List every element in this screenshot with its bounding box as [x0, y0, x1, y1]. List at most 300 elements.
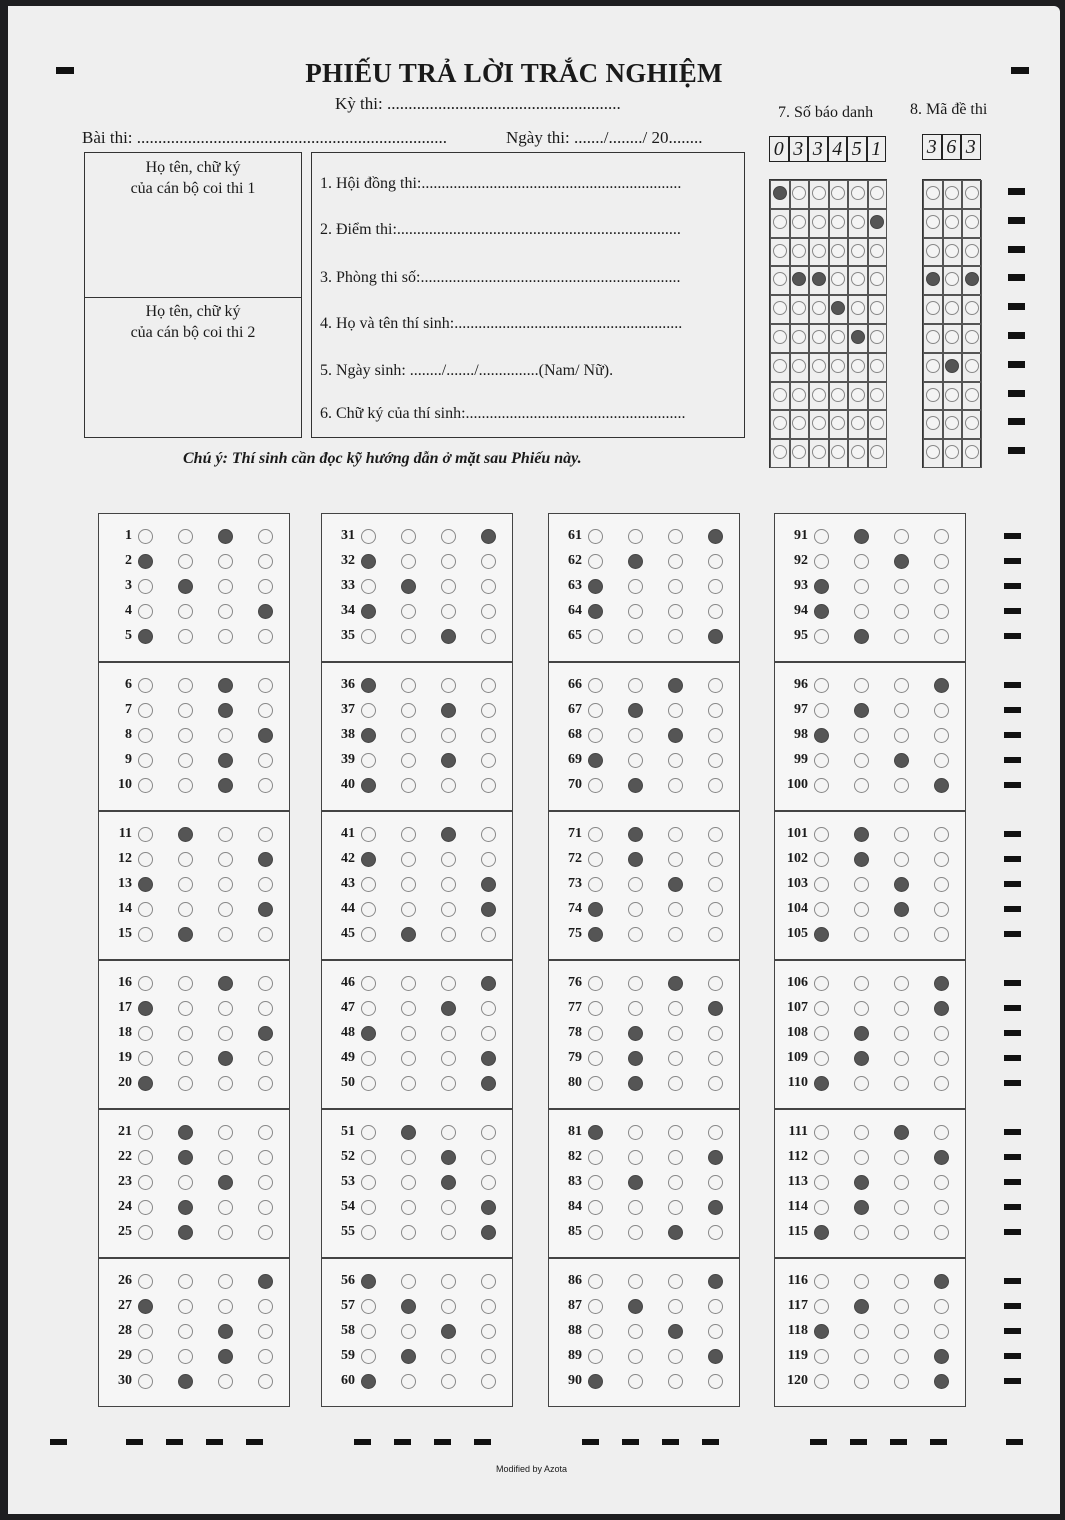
empty-bubble[interactable]	[965, 359, 979, 373]
empty-bubble[interactable]	[965, 186, 979, 200]
answer-bubble[interactable]	[218, 579, 233, 594]
answer-bubble[interactable]	[361, 976, 376, 991]
answer-bubble[interactable]	[894, 1225, 909, 1240]
answer-bubble[interactable]	[934, 877, 949, 892]
answer-bubble[interactable]	[218, 1125, 233, 1140]
answer-bubble[interactable]	[481, 554, 496, 569]
answer-bubble[interactable]	[588, 678, 603, 693]
answer-bubble[interactable]	[138, 1349, 153, 1364]
answer-bubble[interactable]	[178, 1001, 193, 1016]
answer-bubble[interactable]	[178, 678, 193, 693]
filled-bubble[interactable]	[851, 330, 865, 344]
filled-answer-bubble[interactable]	[854, 703, 869, 718]
empty-bubble[interactable]	[926, 330, 940, 344]
answer-bubble[interactable]	[668, 579, 683, 594]
answer-bubble[interactable]	[934, 1299, 949, 1314]
answer-bubble[interactable]	[628, 579, 643, 594]
answer-bubble[interactable]	[668, 1001, 683, 1016]
answer-bubble[interactable]	[258, 927, 273, 942]
answer-bubble[interactable]	[934, 1175, 949, 1190]
answer-bubble[interactable]	[258, 1225, 273, 1240]
answer-bubble[interactable]	[258, 579, 273, 594]
answer-bubble[interactable]	[138, 579, 153, 594]
answer-bubble[interactable]	[934, 728, 949, 743]
answer-bubble[interactable]	[218, 852, 233, 867]
answer-bubble[interactable]	[401, 1051, 416, 1066]
filled-answer-bubble[interactable]	[854, 1051, 869, 1066]
filled-answer-bubble[interactable]	[218, 976, 233, 991]
answer-bubble[interactable]	[481, 703, 496, 718]
filled-answer-bubble[interactable]	[361, 852, 376, 867]
filled-answer-bubble[interactable]	[708, 1274, 723, 1289]
filled-answer-bubble[interactable]	[814, 1225, 829, 1240]
answer-bubble[interactable]	[178, 976, 193, 991]
answer-bubble[interactable]	[934, 753, 949, 768]
answer-bubble[interactable]	[668, 852, 683, 867]
filled-answer-bubble[interactable]	[178, 1225, 193, 1240]
answer-bubble[interactable]	[361, 1076, 376, 1091]
filled-answer-bubble[interactable]	[178, 927, 193, 942]
answer-bubble[interactable]	[668, 1349, 683, 1364]
filled-answer-bubble[interactable]	[138, 1299, 153, 1314]
answer-bubble[interactable]	[258, 629, 273, 644]
filled-answer-bubble[interactable]	[361, 554, 376, 569]
empty-bubble[interactable]	[773, 359, 787, 373]
answer-bubble[interactable]	[708, 753, 723, 768]
empty-bubble[interactable]	[965, 388, 979, 402]
answer-bubble[interactable]	[708, 902, 723, 917]
empty-bubble[interactable]	[792, 186, 806, 200]
answer-bubble[interactable]	[934, 1026, 949, 1041]
answer-bubble[interactable]	[628, 1324, 643, 1339]
answer-bubble[interactable]	[481, 852, 496, 867]
filled-answer-bubble[interactable]	[854, 1200, 869, 1215]
answer-bubble[interactable]	[588, 629, 603, 644]
empty-bubble[interactable]	[831, 330, 845, 344]
answer-bubble[interactable]	[708, 877, 723, 892]
answer-bubble[interactable]	[138, 976, 153, 991]
answer-bubble[interactable]	[218, 1225, 233, 1240]
empty-bubble[interactable]	[812, 388, 826, 402]
empty-bubble[interactable]	[945, 186, 959, 200]
answer-bubble[interactable]	[588, 976, 603, 991]
answer-bubble[interactable]	[588, 852, 603, 867]
filled-answer-bubble[interactable]	[218, 753, 233, 768]
answer-bubble[interactable]	[814, 1150, 829, 1165]
answer-bubble[interactable]	[401, 529, 416, 544]
answer-bubble[interactable]	[814, 1001, 829, 1016]
empty-bubble[interactable]	[812, 416, 826, 430]
answer-bubble[interactable]	[138, 1175, 153, 1190]
birth-date-field[interactable]: 5. Ngày sinh: ......../......./...............(Nam/ Nữ).	[320, 362, 614, 379]
filled-answer-bubble[interactable]	[854, 852, 869, 867]
filled-answer-bubble[interactable]	[258, 604, 273, 619]
answer-bubble[interactable]	[178, 1349, 193, 1364]
empty-bubble[interactable]	[773, 301, 787, 315]
answer-bubble[interactable]	[854, 1225, 869, 1240]
answer-bubble[interactable]	[854, 554, 869, 569]
filled-answer-bubble[interactable]	[441, 1150, 456, 1165]
filled-answer-bubble[interactable]	[628, 703, 643, 718]
answer-bubble[interactable]	[628, 1001, 643, 1016]
answer-bubble[interactable]	[361, 902, 376, 917]
answer-bubble[interactable]	[708, 604, 723, 619]
empty-bubble[interactable]	[792, 244, 806, 258]
answer-bubble[interactable]	[361, 877, 376, 892]
answer-bubble[interactable]	[668, 753, 683, 768]
answer-bubble[interactable]	[628, 1150, 643, 1165]
answer-bubble[interactable]	[854, 1150, 869, 1165]
filled-answer-bubble[interactable]	[628, 827, 643, 842]
answer-bubble[interactable]	[814, 678, 829, 693]
filled-answer-bubble[interactable]	[708, 1349, 723, 1364]
answer-bubble[interactable]	[258, 778, 273, 793]
answer-bubble[interactable]	[258, 753, 273, 768]
empty-bubble[interactable]	[945, 244, 959, 258]
filled-answer-bubble[interactable]	[588, 902, 603, 917]
answer-bubble[interactable]	[361, 529, 376, 544]
answer-bubble[interactable]	[441, 529, 456, 544]
answer-bubble[interactable]	[588, 703, 603, 718]
answer-bubble[interactable]	[401, 1001, 416, 1016]
filled-bubble[interactable]	[870, 215, 884, 229]
filled-answer-bubble[interactable]	[814, 1076, 829, 1091]
answer-bubble[interactable]	[934, 852, 949, 867]
answer-bubble[interactable]	[441, 927, 456, 942]
answer-bubble[interactable]	[481, 1125, 496, 1140]
filled-answer-bubble[interactable]	[481, 976, 496, 991]
answer-bubble[interactable]	[668, 1026, 683, 1041]
answer-bubble[interactable]	[708, 927, 723, 942]
answer-bubble[interactable]	[894, 1001, 909, 1016]
answer-bubble[interactable]	[441, 1225, 456, 1240]
filled-bubble[interactable]	[965, 272, 979, 286]
answer-bubble[interactable]	[178, 877, 193, 892]
answer-bubble[interactable]	[668, 778, 683, 793]
answer-bubble[interactable]	[628, 529, 643, 544]
answer-bubble[interactable]	[401, 1200, 416, 1215]
answer-bubble[interactable]	[401, 1150, 416, 1165]
filled-answer-bubble[interactable]	[218, 1175, 233, 1190]
answer-bubble[interactable]	[258, 1175, 273, 1190]
answer-bubble[interactable]	[708, 1076, 723, 1091]
answer-bubble[interactable]	[481, 1274, 496, 1289]
answer-bubble[interactable]	[178, 1076, 193, 1091]
answer-bubble[interactable]	[401, 827, 416, 842]
empty-bubble[interactable]	[965, 215, 979, 229]
answer-bubble[interactable]	[441, 877, 456, 892]
answer-bubble[interactable]	[894, 778, 909, 793]
answer-bubble[interactable]	[628, 976, 643, 991]
answer-bubble[interactable]	[258, 529, 273, 544]
empty-bubble[interactable]	[926, 215, 940, 229]
answer-bubble[interactable]	[854, 1001, 869, 1016]
filled-answer-bubble[interactable]	[814, 579, 829, 594]
answer-bubble[interactable]	[708, 1225, 723, 1240]
answer-bubble[interactable]	[588, 1026, 603, 1041]
answer-bubble[interactable]	[138, 1324, 153, 1339]
filled-answer-bubble[interactable]	[258, 1274, 273, 1289]
filled-answer-bubble[interactable]	[401, 1299, 416, 1314]
answer-bubble[interactable]	[588, 728, 603, 743]
answer-bubble[interactable]	[708, 1051, 723, 1066]
filled-answer-bubble[interactable]	[708, 1150, 723, 1165]
answer-bubble[interactable]	[401, 1225, 416, 1240]
answer-bubble[interactable]	[934, 1125, 949, 1140]
empty-bubble[interactable]	[831, 186, 845, 200]
filled-answer-bubble[interactable]	[361, 678, 376, 693]
empty-bubble[interactable]	[812, 359, 826, 373]
candidate-name-field[interactable]: 4. Họ và tên thí sinh:.........................................................	[320, 315, 683, 332]
answer-bubble[interactable]	[934, 927, 949, 942]
filled-answer-bubble[interactable]	[628, 554, 643, 569]
filled-answer-bubble[interactable]	[138, 1001, 153, 1016]
filled-answer-bubble[interactable]	[441, 753, 456, 768]
filled-answer-bubble[interactable]	[361, 778, 376, 793]
answer-bubble[interactable]	[814, 1125, 829, 1140]
answer-bubble[interactable]	[138, 1374, 153, 1389]
answer-bubble[interactable]	[668, 1125, 683, 1140]
empty-bubble[interactable]	[812, 215, 826, 229]
answer-bubble[interactable]	[218, 1374, 233, 1389]
empty-bubble[interactable]	[851, 272, 865, 286]
answer-bubble[interactable]	[481, 778, 496, 793]
answer-bubble[interactable]	[441, 1349, 456, 1364]
answer-bubble[interactable]	[441, 1299, 456, 1314]
filled-answer-bubble[interactable]	[588, 927, 603, 942]
answer-bubble[interactable]	[894, 1349, 909, 1364]
empty-bubble[interactable]	[926, 416, 940, 430]
answer-bubble[interactable]	[668, 1076, 683, 1091]
filled-answer-bubble[interactable]	[441, 1175, 456, 1190]
answer-bubble[interactable]	[218, 1026, 233, 1041]
empty-bubble[interactable]	[851, 388, 865, 402]
empty-bubble[interactable]	[965, 301, 979, 315]
answer-bubble[interactable]	[178, 1324, 193, 1339]
answer-bubble[interactable]	[218, 629, 233, 644]
answer-bubble[interactable]	[708, 778, 723, 793]
answer-bubble[interactable]	[668, 1374, 683, 1389]
answer-bubble[interactable]	[588, 1200, 603, 1215]
filled-answer-bubble[interactable]	[854, 1175, 869, 1190]
answer-bubble[interactable]	[708, 1026, 723, 1041]
answer-bubble[interactable]	[258, 827, 273, 842]
filled-answer-bubble[interactable]	[934, 1349, 949, 1364]
filled-answer-bubble[interactable]	[708, 1200, 723, 1215]
empty-bubble[interactable]	[945, 388, 959, 402]
room-number-field[interactable]: 3. Phòng thi số:.................................................................	[320, 269, 681, 286]
answer-bubble[interactable]	[668, 703, 683, 718]
answer-bubble[interactable]	[178, 778, 193, 793]
empty-bubble[interactable]	[773, 215, 787, 229]
answer-bubble[interactable]	[481, 1299, 496, 1314]
empty-bubble[interactable]	[812, 330, 826, 344]
answer-bubble[interactable]	[894, 604, 909, 619]
answer-bubble[interactable]	[814, 529, 829, 544]
answer-bubble[interactable]	[588, 1001, 603, 1016]
answer-bubble[interactable]	[481, 927, 496, 942]
answer-bubble[interactable]	[481, 827, 496, 842]
answer-bubble[interactable]	[668, 902, 683, 917]
answer-bubble[interactable]	[481, 1349, 496, 1364]
candidate-signature-field[interactable]: 6. Chữ ký của thí sinh:.......................................................	[320, 405, 686, 422]
filled-answer-bubble[interactable]	[178, 579, 193, 594]
filled-answer-bubble[interactable]	[588, 1374, 603, 1389]
answer-bubble[interactable]	[668, 827, 683, 842]
answer-bubble[interactable]	[481, 753, 496, 768]
empty-bubble[interactable]	[831, 244, 845, 258]
answer-bubble[interactable]	[894, 1175, 909, 1190]
answer-bubble[interactable]	[588, 1225, 603, 1240]
filled-answer-bubble[interactable]	[481, 1051, 496, 1066]
filled-answer-bubble[interactable]	[218, 778, 233, 793]
empty-bubble[interactable]	[945, 330, 959, 344]
answer-bubble[interactable]	[814, 1026, 829, 1041]
filled-answer-bubble[interactable]	[934, 976, 949, 991]
filled-answer-bubble[interactable]	[401, 1349, 416, 1364]
filled-answer-bubble[interactable]	[258, 728, 273, 743]
answer-bubble[interactable]	[218, 1299, 233, 1314]
answer-bubble[interactable]	[481, 1324, 496, 1339]
answer-bubble[interactable]	[138, 1026, 153, 1041]
empty-bubble[interactable]	[965, 445, 979, 459]
answer-bubble[interactable]	[814, 1374, 829, 1389]
answer-bubble[interactable]	[628, 1349, 643, 1364]
answer-bubble[interactable]	[258, 1200, 273, 1215]
answer-bubble[interactable]	[814, 877, 829, 892]
answer-bubble[interactable]	[258, 703, 273, 718]
empty-bubble[interactable]	[851, 359, 865, 373]
answer-bubble[interactable]	[628, 629, 643, 644]
answer-bubble[interactable]	[138, 852, 153, 867]
filled-answer-bubble[interactable]	[361, 1374, 376, 1389]
filled-answer-bubble[interactable]	[854, 827, 869, 842]
answer-bubble[interactable]	[258, 1125, 273, 1140]
empty-bubble[interactable]	[926, 359, 940, 373]
empty-bubble[interactable]	[851, 244, 865, 258]
answer-bubble[interactable]	[668, 1274, 683, 1289]
empty-bubble[interactable]	[792, 215, 806, 229]
filled-answer-bubble[interactable]	[628, 852, 643, 867]
answer-bubble[interactable]	[258, 678, 273, 693]
answer-bubble[interactable]	[441, 852, 456, 867]
empty-bubble[interactable]	[812, 244, 826, 258]
filled-answer-bubble[interactable]	[441, 1001, 456, 1016]
filled-answer-bubble[interactable]	[138, 1076, 153, 1091]
filled-answer-bubble[interactable]	[814, 604, 829, 619]
filled-answer-bubble[interactable]	[854, 1299, 869, 1314]
answer-bubble[interactable]	[628, 753, 643, 768]
filled-answer-bubble[interactable]	[178, 827, 193, 842]
filled-answer-bubble[interactable]	[934, 1001, 949, 1016]
filled-answer-bubble[interactable]	[218, 1349, 233, 1364]
empty-bubble[interactable]	[965, 416, 979, 430]
answer-bubble[interactable]	[588, 1076, 603, 1091]
answer-bubble[interactable]	[138, 604, 153, 619]
filled-answer-bubble[interactable]	[401, 1125, 416, 1140]
filled-answer-bubble[interactable]	[814, 728, 829, 743]
answer-bubble[interactable]	[441, 678, 456, 693]
answer-bubble[interactable]	[854, 1349, 869, 1364]
empty-bubble[interactable]	[792, 359, 806, 373]
answer-bubble[interactable]	[814, 629, 829, 644]
filled-answer-bubble[interactable]	[668, 1225, 683, 1240]
answer-bubble[interactable]	[934, 1076, 949, 1091]
answer-bubble[interactable]	[138, 827, 153, 842]
answer-bubble[interactable]	[894, 1051, 909, 1066]
answer-bubble[interactable]	[588, 877, 603, 892]
answer-bubble[interactable]	[258, 1349, 273, 1364]
answer-bubble[interactable]	[178, 753, 193, 768]
empty-bubble[interactable]	[851, 445, 865, 459]
answer-bubble[interactable]	[441, 579, 456, 594]
answer-bubble[interactable]	[854, 678, 869, 693]
empty-bubble[interactable]	[812, 186, 826, 200]
answer-bubble[interactable]	[218, 1200, 233, 1215]
empty-bubble[interactable]	[792, 330, 806, 344]
answer-bubble[interactable]	[814, 1299, 829, 1314]
filled-answer-bubble[interactable]	[588, 753, 603, 768]
answer-bubble[interactable]	[814, 753, 829, 768]
answer-bubble[interactable]	[441, 1374, 456, 1389]
answer-bubble[interactable]	[138, 1150, 153, 1165]
answer-bubble[interactable]	[708, 976, 723, 991]
answer-bubble[interactable]	[178, 703, 193, 718]
filled-answer-bubble[interactable]	[481, 902, 496, 917]
empty-bubble[interactable]	[870, 359, 884, 373]
answer-bubble[interactable]	[628, 877, 643, 892]
filled-answer-bubble[interactable]	[814, 1324, 829, 1339]
empty-bubble[interactable]	[965, 244, 979, 258]
answer-bubble[interactable]	[481, 678, 496, 693]
filled-bubble[interactable]	[926, 272, 940, 286]
answer-bubble[interactable]	[708, 852, 723, 867]
answer-bubble[interactable]	[441, 1026, 456, 1041]
answer-bubble[interactable]	[668, 604, 683, 619]
answer-bubble[interactable]	[218, 877, 233, 892]
answer-bubble[interactable]	[894, 927, 909, 942]
answer-bubble[interactable]	[178, 529, 193, 544]
answer-bubble[interactable]	[934, 1324, 949, 1339]
filled-answer-bubble[interactable]	[258, 852, 273, 867]
answer-bubble[interactable]	[361, 1349, 376, 1364]
filled-answer-bubble[interactable]	[934, 1274, 949, 1289]
empty-bubble[interactable]	[926, 244, 940, 258]
answer-bubble[interactable]	[628, 728, 643, 743]
empty-bubble[interactable]	[926, 388, 940, 402]
answer-bubble[interactable]	[894, 1374, 909, 1389]
answer-bubble[interactable]	[401, 703, 416, 718]
filled-answer-bubble[interactable]	[628, 1026, 643, 1041]
answer-bubble[interactable]	[361, 753, 376, 768]
filled-answer-bubble[interactable]	[481, 529, 496, 544]
filled-answer-bubble[interactable]	[218, 529, 233, 544]
answer-bubble[interactable]	[138, 902, 153, 917]
answer-bubble[interactable]	[814, 827, 829, 842]
filled-answer-bubble[interactable]	[361, 1026, 376, 1041]
empty-bubble[interactable]	[812, 301, 826, 315]
filled-answer-bubble[interactable]	[178, 1150, 193, 1165]
answer-bubble[interactable]	[934, 629, 949, 644]
answer-bubble[interactable]	[814, 976, 829, 991]
filled-answer-bubble[interactable]	[361, 604, 376, 619]
answer-bubble[interactable]	[708, 1125, 723, 1140]
answer-bubble[interactable]	[894, 827, 909, 842]
filled-answer-bubble[interactable]	[218, 1051, 233, 1066]
answer-bubble[interactable]	[361, 1001, 376, 1016]
answer-bubble[interactable]	[218, 1150, 233, 1165]
filled-answer-bubble[interactable]	[894, 554, 909, 569]
